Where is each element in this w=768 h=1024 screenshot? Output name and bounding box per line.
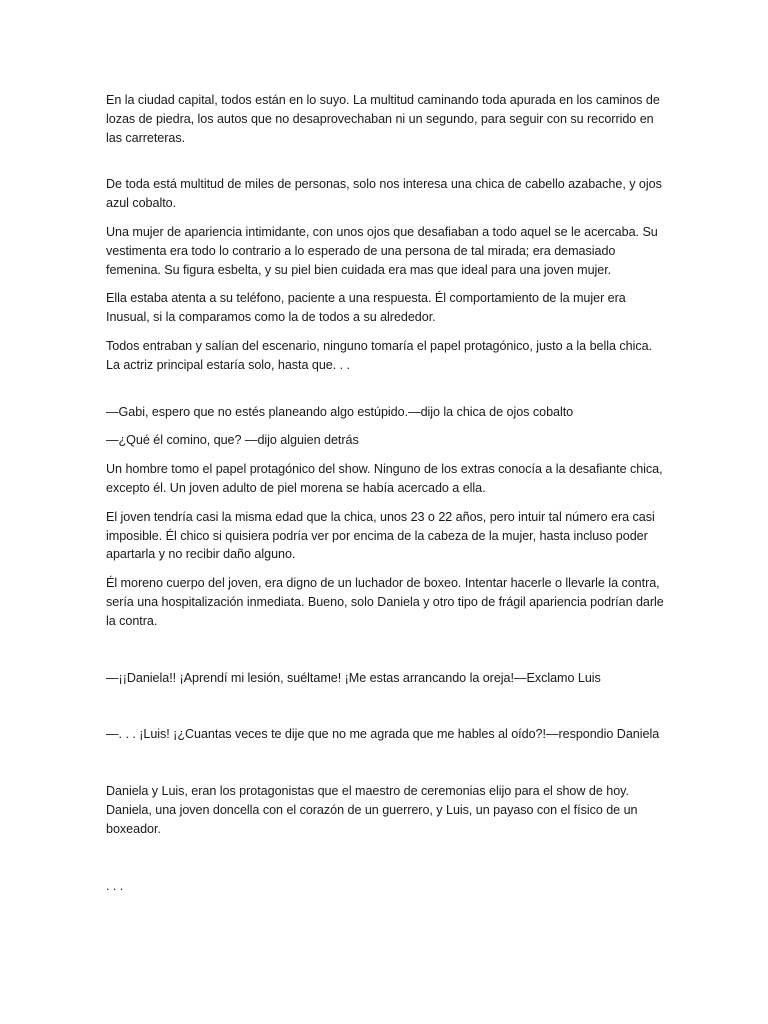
paragraph-1: En la ciudad capital, todos están en lo suyo. La multitud caminando toda apurada en los caminos de lozas de piedra, los autos que no desaprovechaban ni un segundo, para seguir con su recorrido en las carreteras. [106,93,660,145]
paragraph-8: Él moreno cuerpo del joven, era digno de un luchador de boxeo. Intentar hacerle o llevarle la contra, sería una hospitalización inmediata. Bueno, solo Daniela y otro tipo de frágil apariencia podrían darle la contra. [106,576,664,628]
paragraph-5: Todos entraban y salían del escenario, ninguno tomaría el papel protagónico, justo a la bella chica. La actriz principal estaría solo, hasta que. . . [106,338,652,372]
dialogue-3: —¡¡Daniela!! ¡Aprendí mi lesión, suéltame! ¡Me estas arrancando la oreja!—Exclamo Luis [106,670,601,685]
paragraph-4: Ella estaba atenta a su teléfono, paciente a una respuesta. Él comportamiento de la mujer era Inusual, si la comparamos como la de todos a su alrededor. [106,291,626,325]
paragraph-2: De toda está multitud de miles de personas, solo nos interesa una chica de cabello azabache, y ojos azul cobalto. [106,177,662,211]
dialogue-1: —Gabi, espero que no estés planeando algo estúpido.—dijo la chica de ojos cobalto [106,404,574,419]
document-page [106,91,666,895]
paragraph-9: Daniela y Luis, eran los protagonistas que el maestro de ceremonias elijo para el show de hoy. Daniela, una joven doncella con el corazón de un guerrero, y Luis, un payaso con el físico de un boxeador. [106,784,638,836]
dialogue-4: —. . . ¡Luis! ¡¿Cuantas veces te dije que no me agrada que me hables al oído?!—respondio Daniela [106,727,660,742]
paragraph-3: Una mujer de apariencia intimidante, con unos ojos que desafiaban a todo aquel se le acercaba. Su vestimenta era todo lo contrario a lo esperado de una persona de tal mirada; era demasiado femenina. Su figura esbelta, y su piel bien cuidada era mas que ideal para una joven mujer. [106,224,658,277]
ellipsis-line: . . . [106,878,124,893]
paragraph-7: El joven tendría casi la misma edad que la chica, unos 23 o 22 años, pero intuir tal número era casi imposible. Él chico si quisiera podría ver por encima de la cabeza de la mujer, hasta incluso poder apartarla y no recibir daño alguno. [106,509,655,562]
paragraph-6: Un hombre tomo el papel protagónico del show. Ninguno de los extras conocía a la desafiante chica, excepto él. Un joven adulto de piel morena se había acercado a ella. [106,462,663,495]
dialogue-2: —¿Qué él comino, que? —dijo alguien detrás [106,433,359,448]
